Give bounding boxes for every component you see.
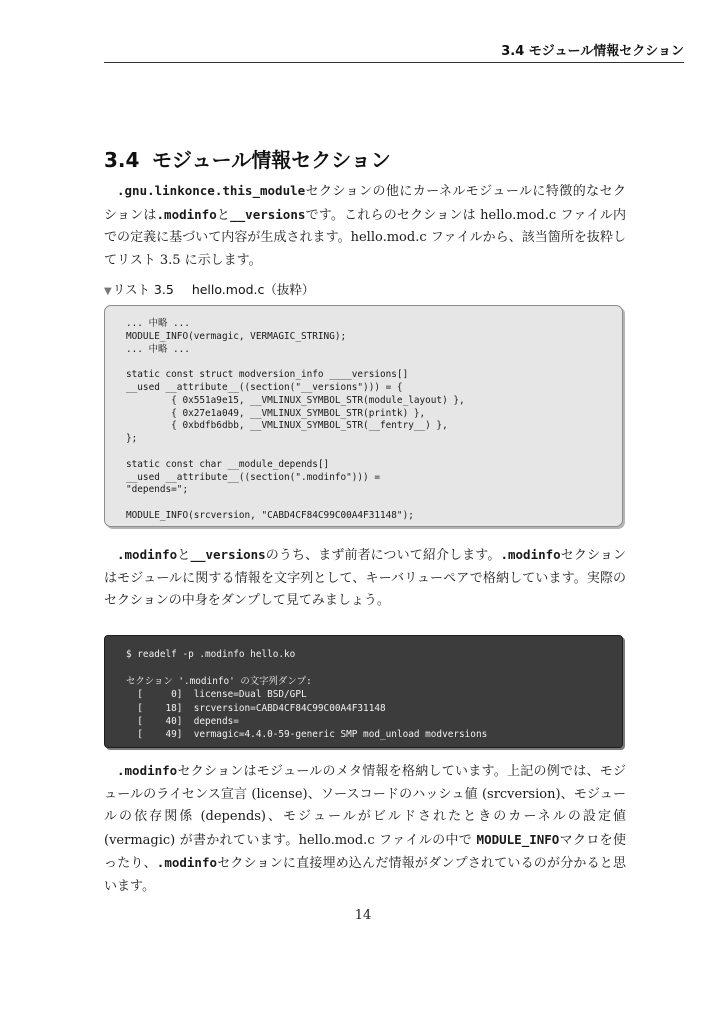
terminal-output-text xyxy=(126,648,487,742)
terminal-output xyxy=(104,635,623,748)
code-term: __versions xyxy=(230,206,306,222)
terminal-line: [ 0] license=Dual BSD/GPL xyxy=(126,689,307,701)
terminal-line: [ 49] vermagic=4.4.0-59-generic SMP mod_unload modversions xyxy=(126,729,488,741)
terminal-line: セクション '.modinfo' の文字列ダンプ: xyxy=(126,675,312,687)
paragraph-modinfo-explain xyxy=(104,760,626,898)
paragraph-text: と xyxy=(177,548,191,563)
code-line: static const char __module_depends[] xyxy=(126,458,330,470)
section-heading xyxy=(104,144,664,173)
code-term: .modinfo xyxy=(156,855,218,870)
code-term: .modinfo xyxy=(500,547,561,562)
code-term: .modinfo xyxy=(117,763,178,778)
code-term: .gnu.linkonce.this_module xyxy=(117,183,306,198)
section-number: 3.4 xyxy=(104,148,140,172)
code-line: }; xyxy=(126,433,138,445)
paragraph-text: マクロを使ったり、 xyxy=(104,832,626,871)
header-rule xyxy=(104,62,684,63)
code-term: MODULE_INFO xyxy=(476,831,560,847)
listing-number: リスト 3.5 xyxy=(112,282,174,297)
code-line: static const struct modversion_info ____versions[] xyxy=(126,369,409,381)
code-line: ... 中略 ... xyxy=(126,343,190,355)
paragraph-text: セクションに直接埋め込んだ情報がダンプされているのが分かると思います。 xyxy=(104,856,626,894)
paragraph-text: セクションの他にカーネルモジュールに特徴的なセクションは xyxy=(104,184,626,223)
code-term: .modinfo xyxy=(156,206,217,222)
paragraph-intro xyxy=(104,180,626,272)
paragraph-modinfo-intro xyxy=(104,544,626,613)
code-line: { 0x27e1a049, __VMLINUX_SYMBOL_STR(printk) }, xyxy=(126,407,426,419)
code-line: { 0x551a9e15, __VMLINUX_SYMBOL_STR(module_layout) }, xyxy=(126,394,465,406)
code-term: __versions xyxy=(190,547,266,562)
code-line: MODULE_INFO(srcversion, "CABD4CF84C99C00A4F31148"); xyxy=(126,509,414,521)
paragraph-text: セクションはモジュールに関する情報を文字列として、キーバリューペアで格納しています。実際のセクションの中身をダンプして見てみましょう。 xyxy=(104,548,626,608)
code-listing-text xyxy=(126,318,465,523)
listing-caption xyxy=(104,280,504,298)
terminal-line: [ 18] srcversion=CABD4CF84C99C00A4F31148 xyxy=(126,702,386,714)
listing-caption-text: hello.mod.c（抜粋） xyxy=(191,282,315,297)
code-line: __used __attribute__((section(".modinfo"))) = xyxy=(126,471,380,483)
paragraph-text: のうち、まず前者について紹介します。 xyxy=(265,548,501,563)
paragraph-text: と xyxy=(216,207,231,223)
running-header: 3.4 モジュール情報セクション xyxy=(501,44,684,59)
code-line: __used __attribute__((section("__versions"))) = { xyxy=(126,381,403,393)
paragraph-text: です。これらのセクションは hello.mod.c ファイル内での定義に基づいて内容が生成されます。hello.mod.c ファイルから、該当箇所を抜粋してリスト 3.5 に示します。 xyxy=(104,207,626,268)
terminal-line: [ 40] depends= xyxy=(126,716,239,728)
code-term: .modinfo xyxy=(117,547,178,562)
code-line: ... 中略 ... xyxy=(126,318,190,329)
triangle-marker-icon: ▼ xyxy=(104,286,112,297)
page-number: 14 xyxy=(354,908,372,923)
code-line: "depends="; xyxy=(126,484,189,496)
code-line: { 0xbdfb6dbb, __VMLINUX_SYMBOL_STR(__fentry__) }, xyxy=(126,420,448,432)
paragraph-text: セクションはモジュールのメタ情報を格納しています。上記の例では、モジュールのライセンス宣言 (license)、ソースコードのハッシュ値 (srcversion)、モジュールの依存関係 (depends)、モジュールがビルドされたときのカーネルの設定値 (vermagic) が書かれています。hello.mod.c ファイルの中で xyxy=(104,764,626,848)
code-listing xyxy=(104,305,623,527)
section-title: モジュール情報セクション xyxy=(152,148,391,172)
code-line: MODULE_INFO(vermagic, VERMAGIC_STRING); xyxy=(126,330,347,342)
terminal-line: $ readelf -p .modinfo hello.ko xyxy=(126,649,296,660)
